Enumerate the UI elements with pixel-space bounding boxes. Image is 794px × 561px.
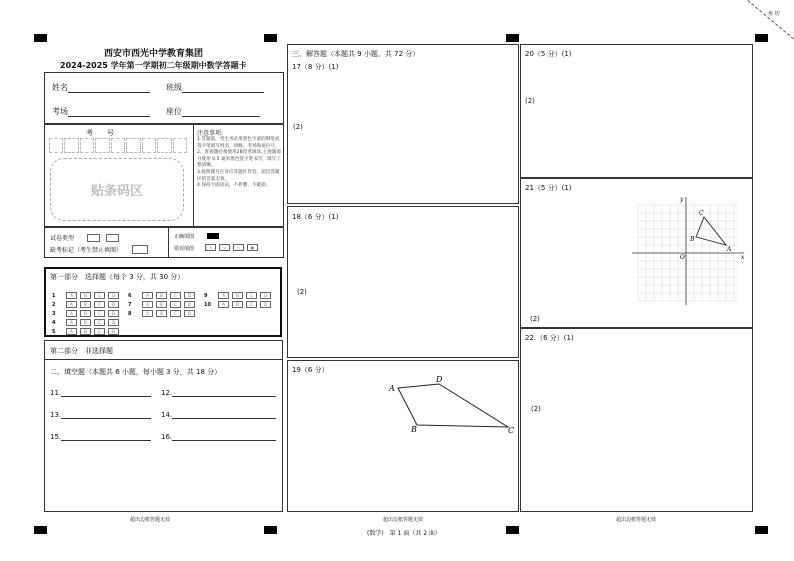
q21-coordinate-grid xyxy=(630,193,748,305)
q22-box[interactable] xyxy=(520,328,753,512)
name-label: 姓名 xyxy=(52,83,68,92)
paper-type-label: 试卷类型 xyxy=(50,235,75,242)
choice-grid xyxy=(52,291,278,335)
q18-box[interactable] xyxy=(287,206,519,358)
page-number: (数学) 第 1 面（共 2 面） xyxy=(367,530,441,537)
q17-label: 17（8 分）(1) xyxy=(292,63,339,71)
q21-part2: (2) xyxy=(530,315,540,323)
registration-mark xyxy=(34,34,47,42)
seat-label: 座位 xyxy=(166,107,182,116)
registration-mark xyxy=(506,34,519,42)
part2-divider xyxy=(44,359,283,360)
corner-cut-line xyxy=(747,0,794,40)
wrong-sample-dot: ● xyxy=(247,244,258,251)
choice-row-9: 9 A B C D xyxy=(204,291,274,300)
section3-title: 三、解答题（本题共 9 小题，共 72 分） xyxy=(292,50,420,58)
correct-fill-sample xyxy=(207,233,219,239)
q19-figure xyxy=(380,372,520,436)
corner-cut-label: 角 切 xyxy=(768,11,780,17)
origin-label: O xyxy=(680,254,685,261)
q22-part2: (2) xyxy=(531,405,541,413)
q20-part2: (2) xyxy=(525,97,535,105)
choice-row-6: 6 A B C D xyxy=(128,291,198,300)
name-field[interactable] xyxy=(52,82,150,93)
q17-part2: (2) xyxy=(293,123,303,131)
choice-row-8: 8 A B C D xyxy=(128,309,198,318)
choice-row-3: 3 A B C D xyxy=(52,309,122,318)
q20-box[interactable] xyxy=(520,44,753,178)
registration-mark xyxy=(755,526,768,534)
choice-row-10: 10 A B C D xyxy=(204,300,274,309)
registration-mark xyxy=(506,526,519,534)
choice-row-7: 7 A B C D xyxy=(128,300,198,309)
notice-title: 注意事项: xyxy=(197,130,224,137)
blank-14[interactable]: 14. xyxy=(161,411,276,419)
wrong-sample-check: √ xyxy=(219,244,230,251)
absent-mark-label: 缺考标记（考生禁止填图） xyxy=(50,247,123,254)
wrong-fill-label: 错误填图 xyxy=(174,246,195,252)
room-field[interactable] xyxy=(52,106,150,117)
class-label: 班级 xyxy=(166,83,182,92)
barcode-label: 贴条码区 xyxy=(90,184,143,199)
choice-row-5: 5 A B C D xyxy=(52,327,122,336)
wrong-fill-samples xyxy=(205,244,261,251)
blank-16[interactable]: 16. xyxy=(161,433,276,441)
paper-type-option-a[interactable] xyxy=(87,234,100,242)
point-d-label: D xyxy=(436,375,443,384)
y-axis-label: y xyxy=(680,196,684,203)
footer-warning-2: 超出边框答题无效 xyxy=(383,517,424,523)
quadrilateral-abcd xyxy=(398,384,508,427)
school-name: 西安市西光中学教育集团 xyxy=(104,49,204,59)
absent-mark-box[interactable] xyxy=(132,245,148,254)
fill-title: 二、填空题（本题共 6 小题，每小题 3 分，共 18 分） xyxy=(50,368,222,376)
notice-text: 1.答题前，考生务必用黑色字迹的钢笔或签字笔填写姓名、班级、考场和座位号。 2、客观题必须使用2B铅笔填涂,主观题部分使用 0.5 毫米黑色签字笔书写，填写工整清晰。 3.按照题号在对应答题区作答，超出答题区的答案无效。 4.保持卡面清洁，不折叠、不破损。 xyxy=(197,137,281,189)
blank-11[interactable]: 11. xyxy=(50,389,151,397)
exam-title: 2024-2025 学年第一学期初二年级期中数学答题卡 xyxy=(60,61,247,70)
x-axis-label: x xyxy=(741,254,745,261)
registration-mark xyxy=(755,34,768,42)
registration-mark xyxy=(34,526,47,534)
room-label: 考场 xyxy=(52,107,68,116)
point-c-label: C xyxy=(508,426,515,435)
blank-15[interactable]: 15. xyxy=(50,433,151,441)
point-a-label: A xyxy=(727,246,732,253)
class-field[interactable] xyxy=(166,82,264,93)
q19-label: 19（6 分） xyxy=(292,366,329,374)
registration-mark xyxy=(264,526,277,534)
choice-row-1: 1 A B C D xyxy=(52,291,122,300)
exam-number-cells[interactable] xyxy=(49,138,187,153)
part2-title: 第二部分 非选择题 xyxy=(50,347,113,355)
q18-label: 18（6 分）(1) xyxy=(292,213,339,221)
seat-field[interactable] xyxy=(166,106,260,117)
exam-number-label: 考 号 xyxy=(86,129,114,137)
point-c-label: C xyxy=(699,210,704,217)
part2-box xyxy=(44,340,283,512)
point-a-label: A xyxy=(389,384,395,393)
paper-type-option-b[interactable] xyxy=(106,234,119,242)
paper-type-divider xyxy=(168,227,169,258)
barcode-area xyxy=(50,158,184,221)
part1-title: 第一部分 选择题（每个 3 分，共 30 分） xyxy=(50,273,185,281)
correct-fill-label: 正确填图 xyxy=(174,234,195,240)
q22-label: 22.（6 分）(1) xyxy=(525,334,574,342)
q21-label: 21（5 分）(1) xyxy=(525,184,572,192)
q20-label: 20（5 分）(1) xyxy=(525,50,572,58)
point-b-label: B xyxy=(690,236,695,243)
exam-number-divider xyxy=(193,124,194,227)
footer-warning-3: 超出边框答题无效 xyxy=(616,517,657,523)
choice-row-2: 2 A B C D xyxy=(52,300,122,309)
registration-mark xyxy=(264,34,277,42)
blank-12[interactable]: 12. xyxy=(161,389,276,397)
point-b-label: B xyxy=(411,425,417,434)
blank-13[interactable]: 13. xyxy=(50,411,151,419)
q18-part2: (2) xyxy=(297,288,307,296)
wrong-sample-x: × xyxy=(205,244,216,251)
choice-row-4: 4 A B C D xyxy=(52,318,122,327)
wrong-sample-circle: ○ xyxy=(233,244,244,251)
footer-warning-1: 超出边框答题无效 xyxy=(130,517,171,523)
